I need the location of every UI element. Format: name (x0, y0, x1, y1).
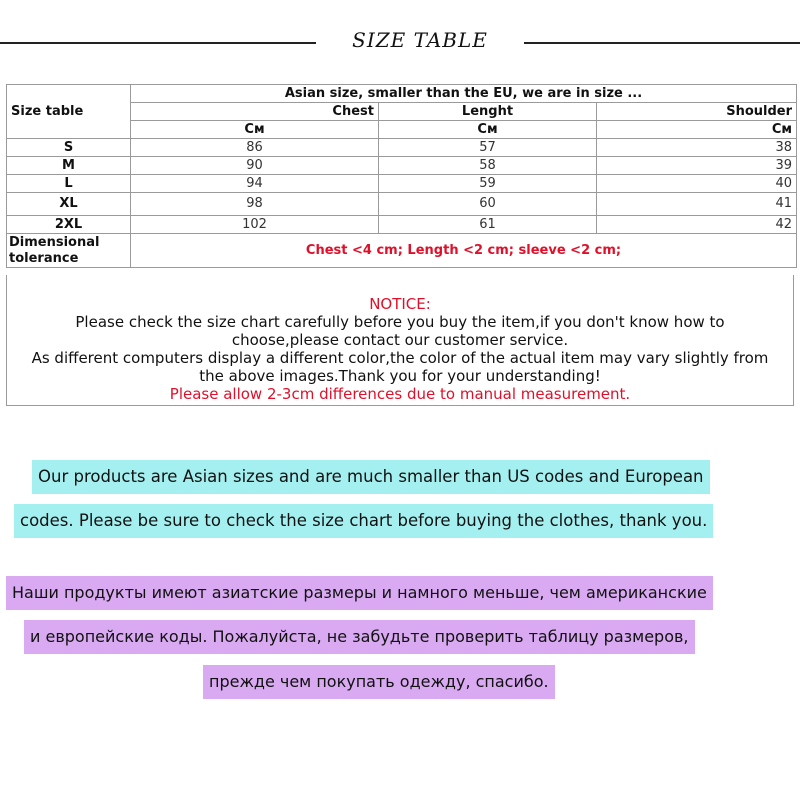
size-cell: M (7, 157, 131, 175)
size-label-cell: Size table (7, 85, 131, 139)
english-note-line-1: Our products are Asian sizes and are much smaller than US codes and European (32, 460, 710, 494)
length-cell: 58 (379, 157, 597, 175)
notice-line: As different computers display a different color,the color of the actual item may vary slightly from (31, 349, 769, 367)
table-header-note-row (7, 85, 797, 103)
shoulder-cell: 42 (597, 216, 797, 234)
table-row (7, 216, 797, 234)
title-row (0, 26, 800, 60)
length-cell: 60 (379, 193, 597, 216)
notice-text (7, 295, 793, 403)
table-row (7, 157, 797, 175)
size-cell: XL (7, 193, 131, 216)
column-header-shoulder: Shoulder (597, 103, 797, 121)
title-divider-right (524, 42, 800, 44)
unit-cell-chest: См (131, 121, 379, 139)
chest-cell: 102 (131, 216, 379, 234)
size-cell: 2XL (7, 216, 131, 234)
russian-note-line-1: Наши продукты имеют азиатские размеры и намного меньше, чем американские (6, 576, 713, 610)
length-cell: 57 (379, 139, 597, 157)
notice-line: Please check the size chart carefully before you buy the item,if you don't know how to (75, 313, 725, 331)
russian-note-line-2: и европейские коды. Пожалуйста, не забудьте проверить таблицу размеров, (24, 620, 695, 654)
chest-cell: 90 (131, 157, 379, 175)
column-header-length: Lenght (379, 103, 597, 121)
title-divider-left (0, 42, 316, 44)
header-note-cell: Asian size, smaller than the EU, we are in size ... (131, 85, 797, 103)
shoulder-cell: 41 (597, 193, 797, 216)
english-note-line-2: codes. Please be sure to check the size chart before buying the clothes, thank you. (14, 504, 713, 538)
length-cell: 61 (379, 216, 597, 234)
shoulder-cell: 38 (597, 139, 797, 157)
notice-line: the above images.Thank you for your understanding! (199, 367, 601, 385)
table-row (7, 175, 797, 193)
shoulder-cell: 39 (597, 157, 797, 175)
notice-line: choose,please contact our customer service. (231, 331, 569, 349)
notice-box (6, 275, 794, 406)
russian-note-line-3: прежде чем покупать одежду, спасибо. (203, 665, 555, 699)
table-row (7, 193, 797, 216)
size-table (6, 84, 797, 268)
chest-cell: 94 (131, 175, 379, 193)
chest-cell: 86 (131, 139, 379, 157)
tolerance-label-cell: Dimensional tolerance (7, 234, 131, 268)
size-cell: S (7, 139, 131, 157)
notice-heading: NOTICE: (369, 295, 431, 313)
column-header-chest: Chest (131, 103, 379, 121)
chest-cell: 98 (131, 193, 379, 216)
tolerance-row (7, 234, 797, 268)
unit-cell-shoulder: См (597, 121, 797, 139)
tolerance-value-cell: Chest <4 cm; Length <2 cm; sleeve <2 cm; (131, 234, 797, 268)
notice-measurement-line: Please allow 2-3cm differences due to manual measurement. (169, 385, 631, 403)
size-cell: L (7, 175, 131, 193)
unit-cell-length: См (379, 121, 597, 139)
length-cell: 59 (379, 175, 597, 193)
shoulder-cell: 40 (597, 175, 797, 193)
table-row (7, 139, 797, 157)
page-title: SIZE TABLE (352, 28, 488, 52)
